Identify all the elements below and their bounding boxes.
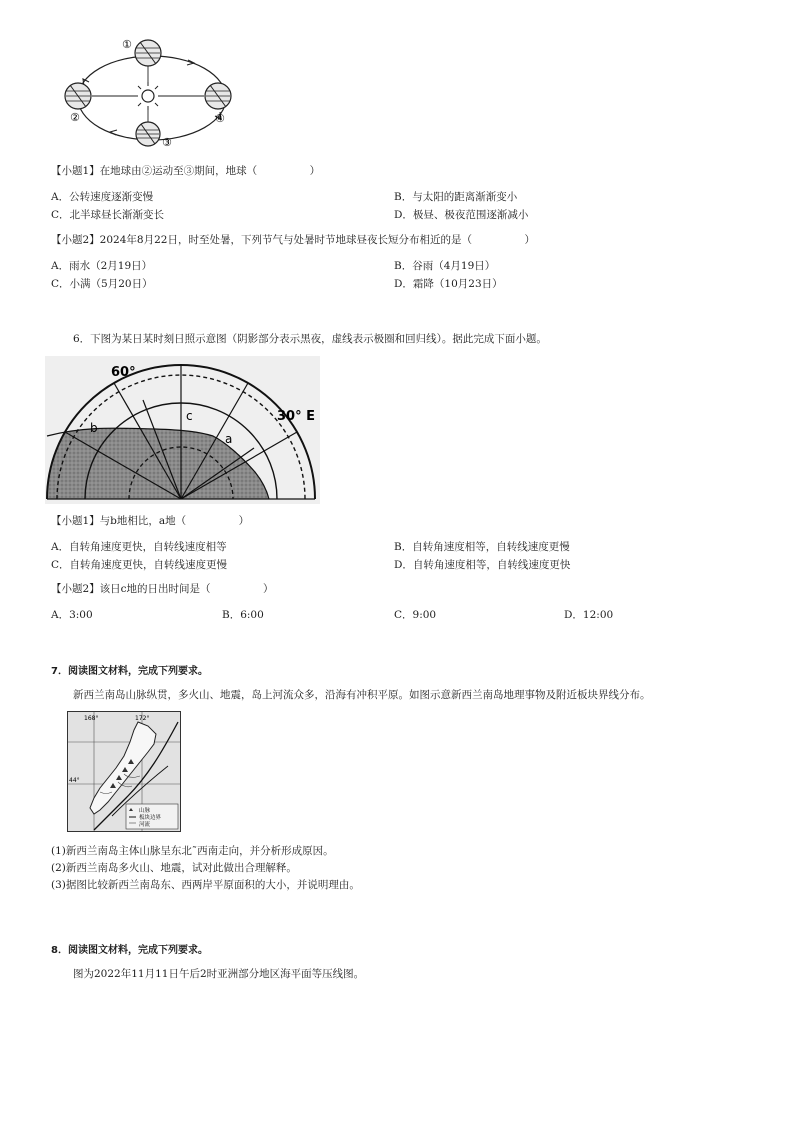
q5-sub2-option-c[interactable]: C．小满（5月20日） <box>51 278 153 290</box>
q5-sub1-option-b[interactable]: B．与太阳的距离渐渐变小 <box>394 191 518 203</box>
q6-sub2-option-b[interactable]: B．6:00 <box>222 609 264 621</box>
label-c: c <box>186 409 193 423</box>
illumination-diagram <box>45 356 320 504</box>
q6-sub1-option-a[interactable]: A．自转角速度更快，自转线速度相等 <box>51 541 227 553</box>
q6-intro: 6．下图为某日某时刻日照示意图（阴影部分表示黑夜，虚线表示极圈和回归线）。据此完成下面小题。 <box>73 333 547 345</box>
orbit-label-4: ④ <box>215 112 225 125</box>
q5-sub2-option-d[interactable]: D．霜降（10月23日） <box>394 278 503 290</box>
nz-map-figure <box>67 711 181 832</box>
label-30e: 30° E <box>277 409 315 424</box>
q8-intro: 图为2022年11月11日午后2时亚洲部分地区海平面等压线图。 <box>73 968 365 980</box>
map-legend <box>126 804 178 829</box>
q6-sub1-option-d[interactable]: D．自转角速度相等，自转线速度更快 <box>394 559 571 571</box>
earth-icon <box>205 83 231 109</box>
q6-sub2-stem: 【小题2】该日c地的日出时间是（ ） <box>51 583 274 595</box>
q6-sub2-option-d[interactable]: D．12:00 <box>564 609 614 621</box>
q6-sub2-option-c[interactable]: C．9:00 <box>394 609 437 621</box>
illumination-figure <box>45 356 320 504</box>
q7-question-1: (1)新西兰南岛主体山脉呈东北˜西南走向，并分析形成原因。 <box>51 845 334 857</box>
label-b: b <box>90 421 98 435</box>
q5-sub1-stem: 【小题1】在地球由②运动至③期间，地球（ ） <box>51 165 321 177</box>
q7-intro: 新西兰南岛山脉纵贯，多火山、地震，岛上河流众多，沿海有冲积平原。如图示意新西兰南岛地理事物及附近板块界线分布。 <box>73 689 651 701</box>
q5-sub1-option-c[interactable]: C．北半球昼长渐渐变长 <box>51 209 165 221</box>
sun-icon <box>134 82 162 110</box>
q7-title: 7．阅读图文材料，完成下列要求。 <box>51 666 208 677</box>
earth-icon <box>65 83 91 109</box>
orbit-figure <box>56 36 246 148</box>
orbit-label-2: ② <box>70 111 80 124</box>
label-60: 60° <box>111 365 136 380</box>
orbit-label-1: ① <box>122 38 132 51</box>
q5-sub2-option-b[interactable]: B．谷雨（4月19日） <box>394 260 496 272</box>
q6-sub1-option-b[interactable]: B．自转角速度相等，自转线速度更慢 <box>394 541 570 553</box>
q7-question-2: (2)新西兰南岛多火山、地震，试对此做出合理解释。 <box>51 862 297 874</box>
earth-icon <box>135 40 161 66</box>
legend-river: 河流 <box>139 822 151 828</box>
q6-sub1-option-c[interactable]: C．自转角速度更快，自转线速度更慢 <box>51 559 228 571</box>
q5-sub2-stem: 【小题2】2024年8月22日，时至处暑，下列节气与处暑时节地球昼夜长短分布相近的是（ ） <box>51 234 535 246</box>
legend-plate-boundary: 板块边界 <box>139 815 162 821</box>
map-lon-172: 172° <box>135 715 150 722</box>
q5-sub1-option-d[interactable]: D．极昼、极夜范围逐渐减小 <box>394 209 529 221</box>
legend-mountain: 山脉 <box>139 808 151 814</box>
q6-sub2-option-a[interactable]: A．3:00 <box>51 609 93 621</box>
q8-title: 8．阅读图文材料，完成下列要求。 <box>51 945 208 956</box>
q7-question-3: (3)据图比较新西兰南岛东、西两岸平原面积的大小，并说明理由。 <box>51 879 360 891</box>
map-lat-44: 44° <box>69 777 80 784</box>
earth-icon <box>136 122 160 146</box>
map-lon-168: 168° <box>84 715 99 722</box>
orbit-diagram <box>56 36 246 148</box>
label-a: a <box>225 432 233 446</box>
orbit-label-3: ③ <box>162 136 172 148</box>
q6-sub1-stem: 【小题1】与b地相比，a地（ ） <box>51 515 250 527</box>
q5-sub1-option-a[interactable]: A．公转速度逐渐变慢 <box>51 191 154 203</box>
nz-south-island-map <box>68 712 180 831</box>
q5-sub2-option-a[interactable]: A．雨水（2月19日） <box>51 260 153 272</box>
